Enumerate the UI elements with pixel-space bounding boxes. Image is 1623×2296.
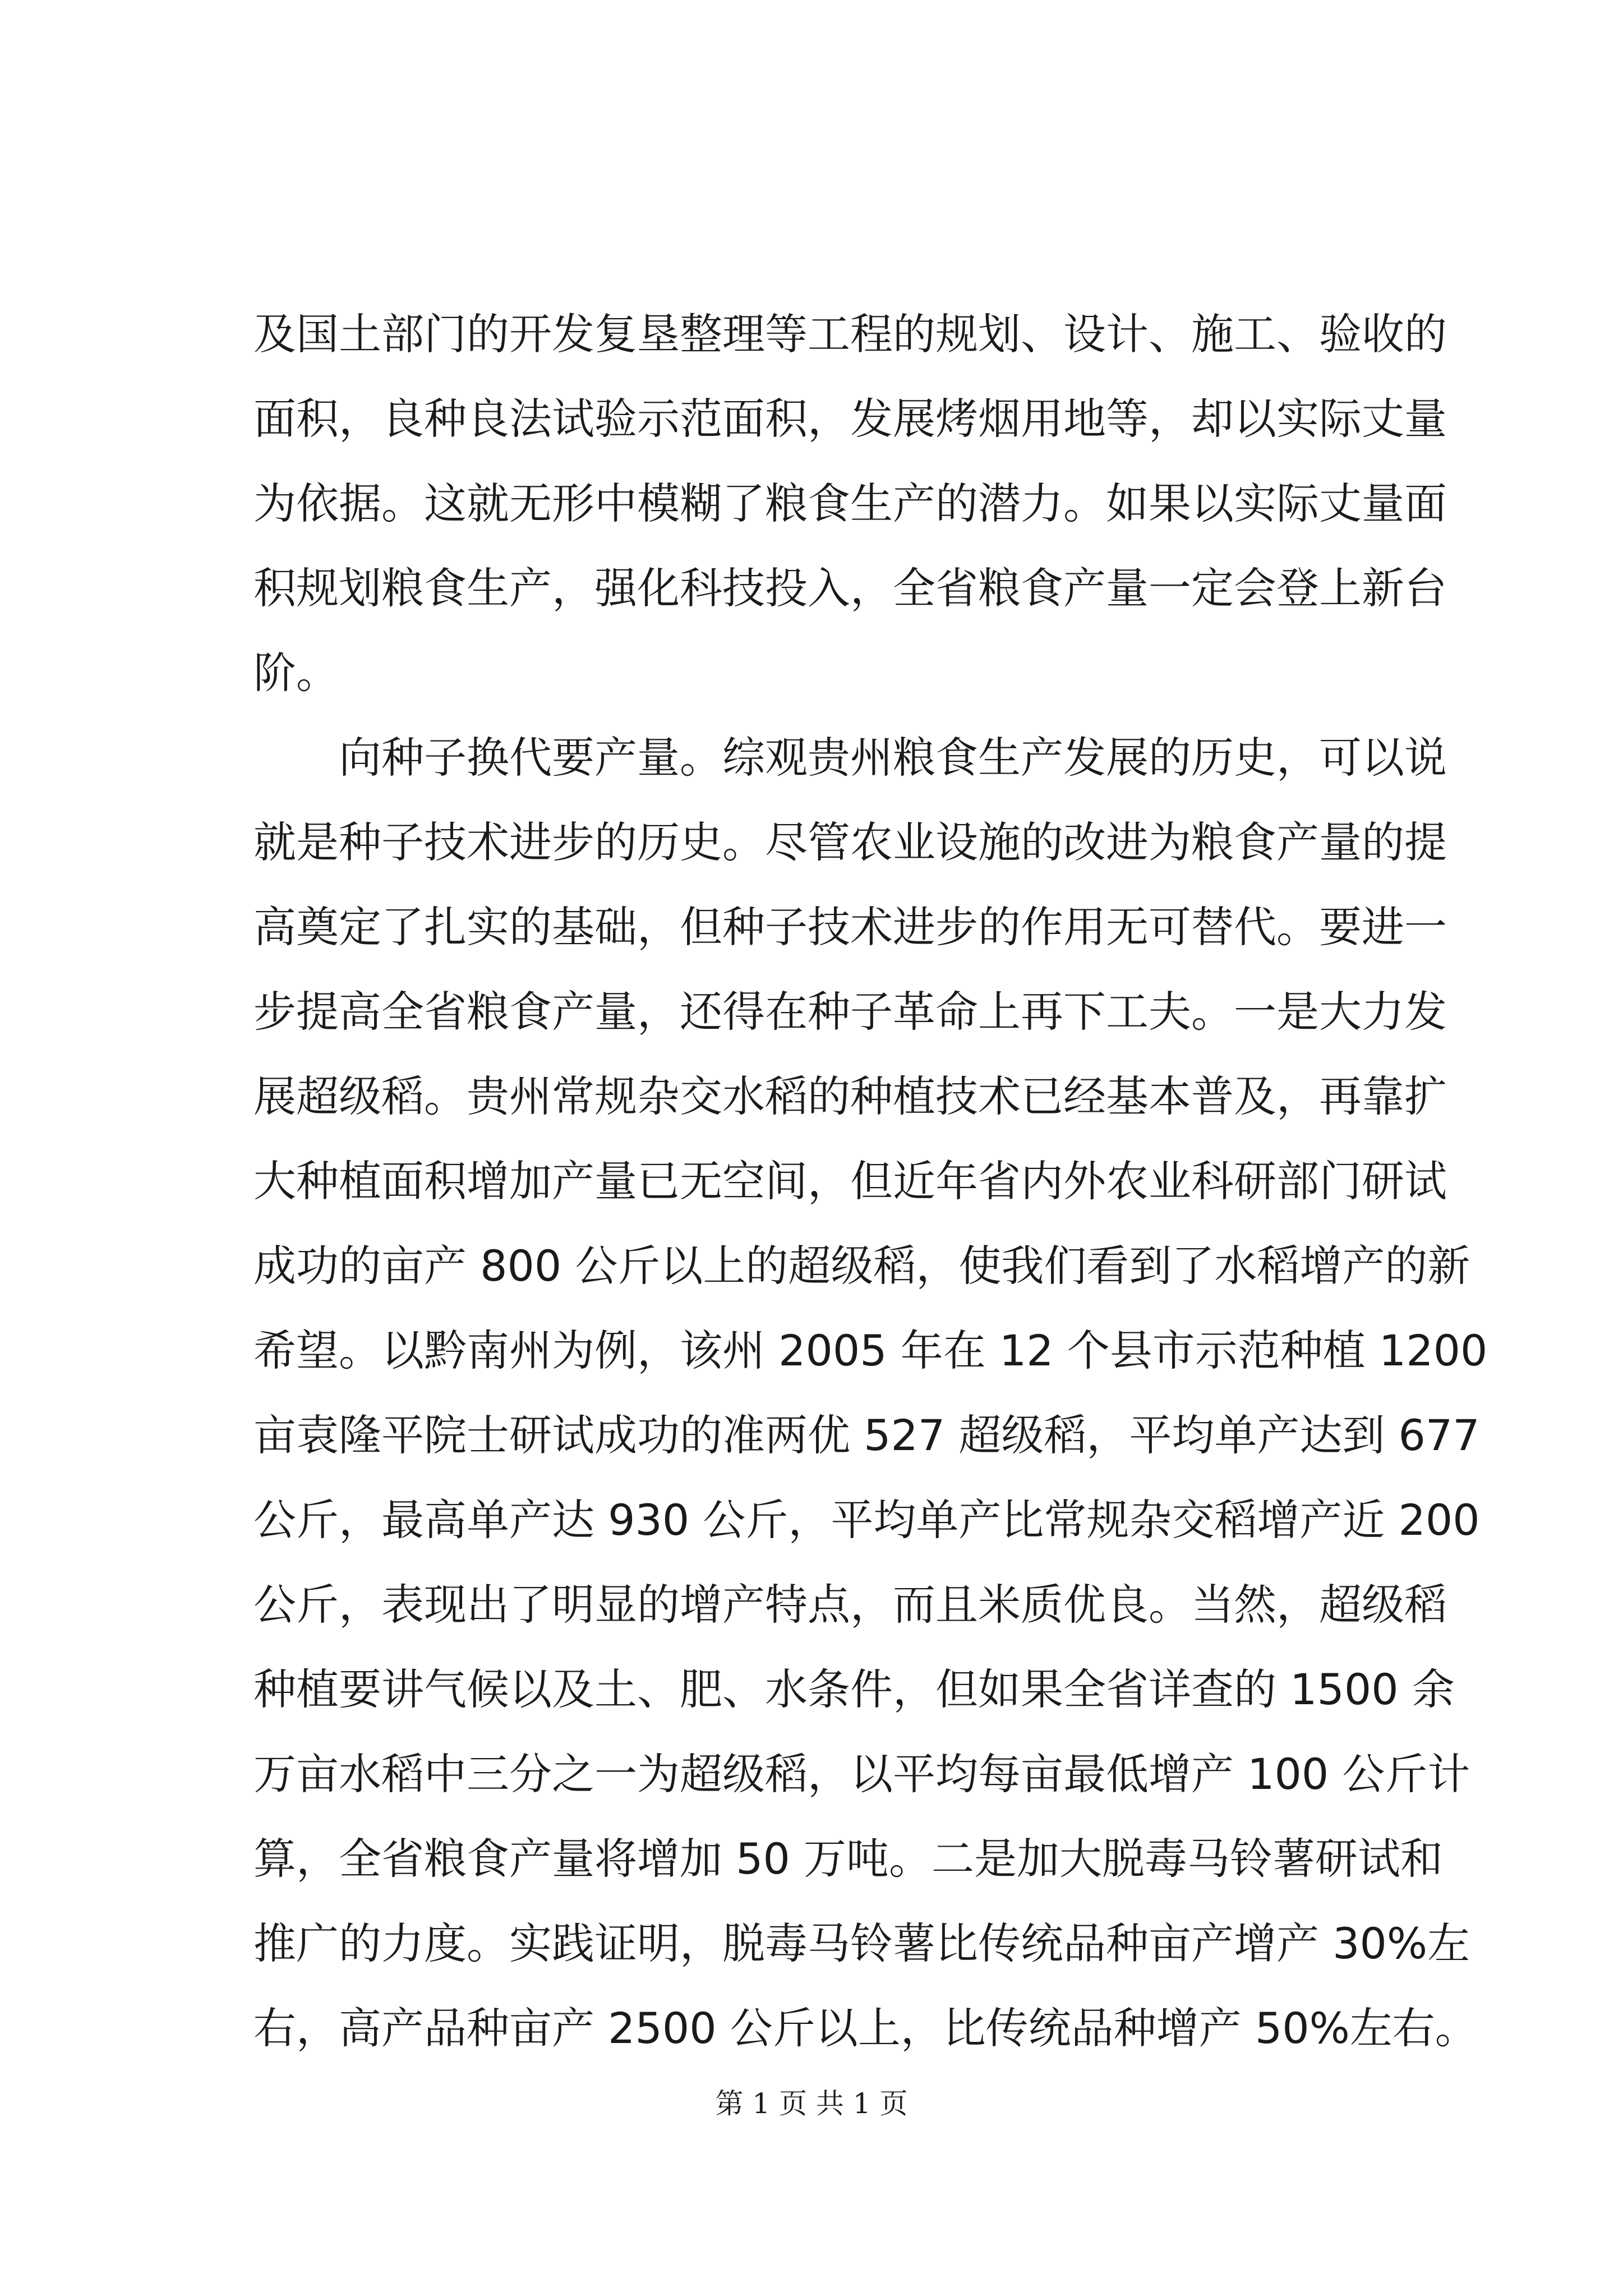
text-line: 及国土部门的开发复垦整理等工程的规划、设计、施工、验收的	[253, 309, 1447, 359]
page-number-label: 第 1 页 共 1 页	[715, 2087, 908, 2120]
text-line: 高奠定了扎实的基础，但种子技术进步的作用无可替代。要进一	[253, 902, 1447, 952]
text-line: 希望。以黔南州为例，该州 2005 年在 12 个县市示范种植 1200	[253, 1326, 1488, 1375]
text-line: 公斤，表现出了明显的增产特点，而且米质优良。当然，超级稻	[253, 1580, 1447, 1630]
body-text	[253, 292, 1488, 2070]
text-line: 成功的亩产 800 公斤以上的超级稻，使我们看到了水稻增产的新	[253, 1241, 1470, 1291]
text-line: 步提高全省粮食产量，还得在种子革命上再下工夫。一是大力发	[253, 987, 1447, 1037]
text-line: 面积，良种良法试验示范面积，发展烤烟用地等，却以实际丈量	[253, 394, 1447, 444]
text-line: 阶。	[253, 648, 339, 698]
text-line: 万亩水稻中三分之一为超级稻，以平均每亩最低增产 100 公斤计	[253, 1749, 1470, 1799]
text-line: 推广的力度。实践证明，脱毒马铃薯比传统品种亩产增产 30%左	[253, 1918, 1470, 1968]
text-line: 展超级稻。贵州常规杂交水稻的种植技术已经基本普及，再靠扩	[253, 1071, 1447, 1121]
text-line: 算，全省粮食产量将增加 50 万吨。二是加大脱毒马铃薯研试和	[253, 1834, 1444, 1884]
paragraph-first-line: 向种子换代要产量。综观贵州粮食生产发展的历史，可以说	[339, 733, 1447, 783]
text-line: 积规划粮食生产，强化科技投入，全省粮食产量一定会登上新台	[253, 563, 1447, 613]
text-line: 亩袁隆平院士研试成功的准两优 527 超级稻，平均单产达到 677	[253, 1410, 1480, 1460]
text-line: 种植要讲气候以及土、肥、水条件，但如果全省详查的 1500 余	[253, 1664, 1455, 1714]
text-line: 右，高产品种亩产 2500 公斤以上，比传统品种增产 50%左右。	[253, 2003, 1478, 2053]
text-line: 大种植面积增加产量已无空间，但近年省内外农业科研部门研试	[253, 1156, 1447, 1206]
text-line: 为依据。这就无形中模糊了粮食生产的潜力。如果以实际丈量面	[253, 478, 1447, 528]
page-footer	[0, 2084, 1623, 2123]
text-line: 公斤，最高单产达 930 公斤，平均单产比常规杂交稻增产近 200	[253, 1495, 1480, 1545]
text-line: 就是种子技术进步的历史。尽管农业设施的改进为粮食产量的提	[253, 817, 1447, 867]
